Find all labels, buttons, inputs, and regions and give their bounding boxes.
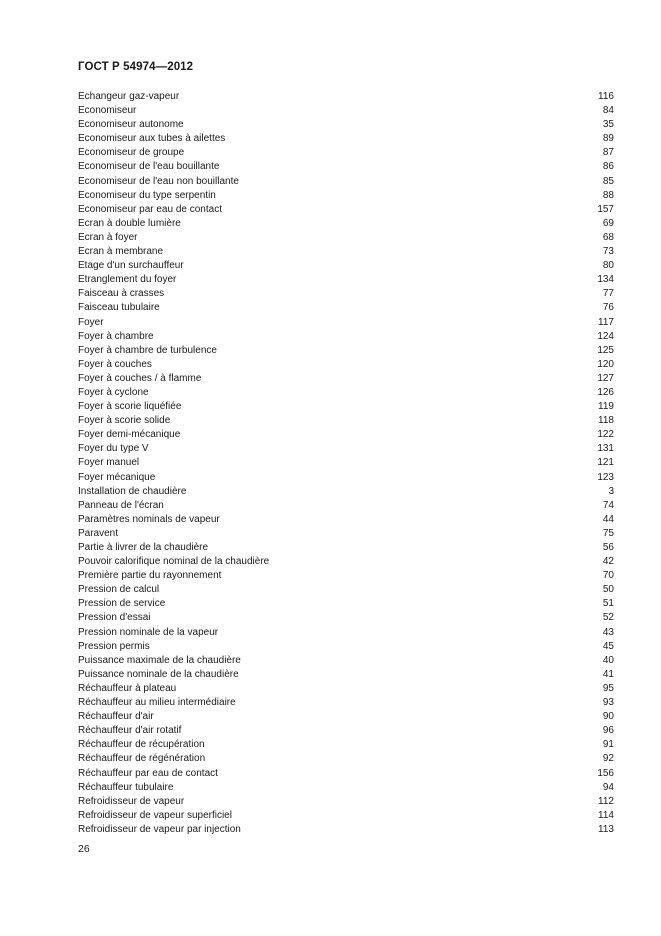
index-page-ref: 73	[602, 246, 614, 258]
index-page-ref: 91	[602, 739, 614, 751]
index-entry	[78, 569, 614, 583]
index-term: Foyer à couches	[78, 358, 152, 370]
index-term: Ecran à membrane	[78, 246, 164, 258]
index-entry	[78, 611, 614, 625]
index-page-ref: 134	[597, 274, 614, 286]
index-term: Réchauffeur d'air rotatif	[78, 725, 182, 737]
index-entry	[78, 738, 614, 752]
index-entry	[78, 203, 614, 217]
index-page-ref: 70	[602, 570, 614, 582]
index-term: Economiseur autonome	[78, 119, 184, 131]
index-term: Refroidisseur de vapeur par injection	[78, 823, 241, 835]
index-page-ref: 121	[597, 457, 614, 469]
index-page-ref: 77	[602, 288, 614, 300]
index-entry	[78, 330, 614, 344]
index-entry	[78, 752, 614, 766]
index-page-ref: 118	[598, 415, 614, 427]
index-page-ref: 122	[597, 429, 614, 441]
index-term: Foyer mécanique	[78, 471, 156, 483]
index-page-ref: 113	[598, 823, 614, 835]
index-term: Puissance maximale de la chaudière	[78, 654, 241, 666]
index-page-ref: 40	[602, 654, 614, 666]
index-entry	[78, 146, 614, 160]
index-entry	[78, 386, 614, 400]
index-entry	[78, 358, 614, 372]
index-term: Réchauffeur d'air	[78, 711, 154, 723]
index-page-ref: 94	[602, 781, 614, 793]
index-term: Panneau de l'écran	[78, 499, 164, 511]
index-term: Foyer à scorie liquéfiée	[78, 401, 182, 413]
index-term: Paravent	[78, 527, 119, 539]
index-term: Echangeur gaz-vapeur	[78, 91, 180, 102]
index-page-ref: 126	[597, 386, 614, 398]
index-entry	[78, 428, 614, 442]
index-entry	[78, 724, 614, 738]
index-term: Pression nominale de la vapeur	[78, 626, 219, 638]
term-index-list	[78, 90, 614, 837]
index-entry	[78, 414, 614, 428]
index-term: Economiseur	[78, 105, 137, 117]
index-entry	[78, 823, 614, 837]
index-term: Foyer	[78, 316, 104, 328]
index-page-ref: 74	[602, 499, 614, 511]
index-entry	[78, 696, 614, 710]
index-page-ref: 90	[602, 711, 614, 723]
index-term: Pouvoir calorifique nominal de la chaudière	[78, 556, 270, 568]
index-term: Installation de chaudière	[78, 485, 187, 497]
index-term: Foyer demi-mécanique	[78, 429, 181, 441]
index-term: Pression de service	[78, 598, 166, 610]
index-page-ref: 93	[602, 697, 614, 709]
index-entry	[78, 400, 614, 414]
index-entry	[78, 456, 614, 470]
index-term: Réchauffeur tubulaire	[78, 781, 174, 793]
index-entry	[78, 640, 614, 654]
index-page-ref: 56	[602, 542, 614, 553]
index-entry	[78, 273, 614, 287]
document-header: ГОСТ Р 54974—2012	[78, 61, 194, 73]
index-term: Pression permis	[78, 640, 150, 652]
index-page-ref: 75	[602, 527, 614, 539]
index-page-ref: 42	[602, 556, 614, 568]
index-page-ref: 35	[602, 119, 614, 131]
index-entry	[78, 104, 614, 118]
index-entry	[78, 668, 614, 682]
index-entry	[78, 316, 614, 330]
index-page-ref: 95	[602, 682, 614, 694]
index-page-ref: 69	[602, 217, 614, 229]
index-page-ref: 50	[602, 584, 614, 596]
index-entry	[78, 118, 614, 132]
index-term: Paramètres nominals de vapeur	[78, 513, 220, 525]
index-term: Economiseur par eau de contact	[78, 203, 222, 215]
index-term: Foyer manuel	[78, 457, 140, 469]
index-entry	[78, 809, 614, 823]
index-entry	[78, 583, 614, 597]
index-term: Pression d'essai	[78, 612, 151, 624]
index-page-ref: 76	[602, 302, 614, 314]
index-term: Economiseur de l'eau bouillante	[78, 161, 220, 173]
index-page-ref: 43	[602, 626, 614, 638]
index-entry	[78, 654, 614, 668]
index-page-ref: 45	[602, 640, 614, 652]
index-term: Réchauffeur à plateau	[78, 682, 177, 694]
index-entry	[78, 626, 614, 640]
index-page-ref: 92	[602, 753, 614, 765]
index-page-ref: 84	[602, 105, 614, 117]
index-page-ref: 127	[597, 372, 614, 384]
index-page-ref: 68	[602, 231, 614, 243]
index-entry	[78, 245, 614, 259]
index-term: Faisceau à crasses	[78, 288, 165, 300]
index-page-ref: 52	[602, 612, 614, 624]
index-term: Refroidisseur de vapeur	[78, 795, 185, 807]
index-page-ref: 86	[602, 161, 614, 173]
index-page-ref: 41	[602, 668, 614, 680]
index-entry	[78, 160, 614, 174]
index-entry	[78, 259, 614, 273]
index-page-ref: 88	[602, 189, 614, 201]
index-entry	[78, 287, 614, 301]
index-entry	[78, 231, 614, 245]
index-term: Etranglement du foyer	[78, 274, 177, 286]
index-entry	[78, 372, 614, 386]
index-term: Foyer à cyclone	[78, 386, 149, 398]
index-entry	[78, 344, 614, 358]
index-page-ref: 131	[597, 443, 614, 455]
index-page-ref: 125	[597, 344, 614, 356]
index-page-ref: 51	[602, 598, 614, 610]
index-term: Réchauffeur par eau de contact	[78, 767, 218, 779]
index-term: Réchauffeur au milieu intermédiaire	[78, 697, 236, 709]
index-page-ref: 80	[602, 260, 614, 272]
index-term: Etage d'un surchauffeur	[78, 260, 184, 272]
index-term: Foyer du type V	[78, 443, 149, 455]
index-entry	[78, 189, 614, 203]
index-term: Economiseur de l'eau non bouillante	[78, 175, 239, 187]
index-page-ref: 123	[597, 471, 614, 483]
index-entry	[78, 795, 614, 809]
index-page-ref: 124	[597, 330, 614, 342]
index-entry	[78, 175, 614, 189]
index-term: Refroidisseur de vapeur superficiel	[78, 809, 232, 821]
index-term: Puissance nominale de la chaudière	[78, 668, 239, 680]
index-page-ref: 44	[602, 513, 614, 525]
index-page-ref: 89	[602, 133, 614, 145]
index-entry	[78, 767, 614, 781]
index-entry	[78, 527, 614, 541]
index-term: Economiseur de groupe	[78, 147, 185, 159]
index-entry	[78, 301, 614, 315]
index-term: Foyer à scorie solide	[78, 415, 171, 427]
index-entry	[78, 132, 614, 146]
index-term: Foyer à chambre de turbulence	[78, 344, 217, 356]
index-entry	[78, 471, 614, 485]
index-page-ref: 114	[598, 809, 614, 821]
index-page-ref: 157	[597, 203, 614, 215]
index-term: Partie à livrer de la chaudière	[78, 542, 209, 553]
index-page-ref: 119	[598, 401, 614, 413]
index-entry	[78, 555, 614, 569]
index-entry	[78, 597, 614, 611]
index-entry	[78, 90, 614, 104]
index-entry	[78, 485, 614, 499]
index-page-ref: 85	[602, 175, 614, 187]
index-page-ref: 112	[598, 795, 614, 807]
index-page-ref: 156	[597, 767, 614, 779]
index-term: Economiseur du type serpentin	[78, 189, 216, 201]
index-entry	[78, 710, 614, 724]
index-entry	[78, 499, 614, 513]
index-term: Faisceau tubulaire	[78, 302, 160, 314]
index-entry	[78, 442, 614, 456]
index-term: Foyer à couches / à flamme	[78, 372, 202, 384]
page-number: 26	[78, 843, 90, 855]
index-page-ref: 96	[602, 725, 614, 737]
index-page-ref: 3	[608, 485, 614, 497]
index-term: Economiseur aux tubes à ailettes	[78, 133, 226, 145]
index-entry	[78, 513, 614, 527]
index-term: Foyer à chambre	[78, 330, 154, 342]
index-page-ref: 87	[602, 147, 614, 159]
index-term: Première partie du rayonnement	[78, 570, 222, 582]
index-page-ref: 120	[597, 358, 614, 370]
index-entry	[78, 682, 614, 696]
index-term: Réchauffeur de régénération	[78, 753, 206, 765]
index-page-ref: 117	[598, 316, 614, 328]
index-term: Ecran à foyer	[78, 231, 138, 243]
index-term: Réchauffeur de récupération	[78, 739, 205, 751]
index-entry	[78, 217, 614, 231]
index-term: Pression de calcul	[78, 584, 160, 596]
index-page-ref: 116	[598, 91, 614, 102]
index-term: Ecran à double lumière	[78, 217, 181, 229]
index-entry	[78, 541, 614, 555]
index-entry	[78, 781, 614, 795]
